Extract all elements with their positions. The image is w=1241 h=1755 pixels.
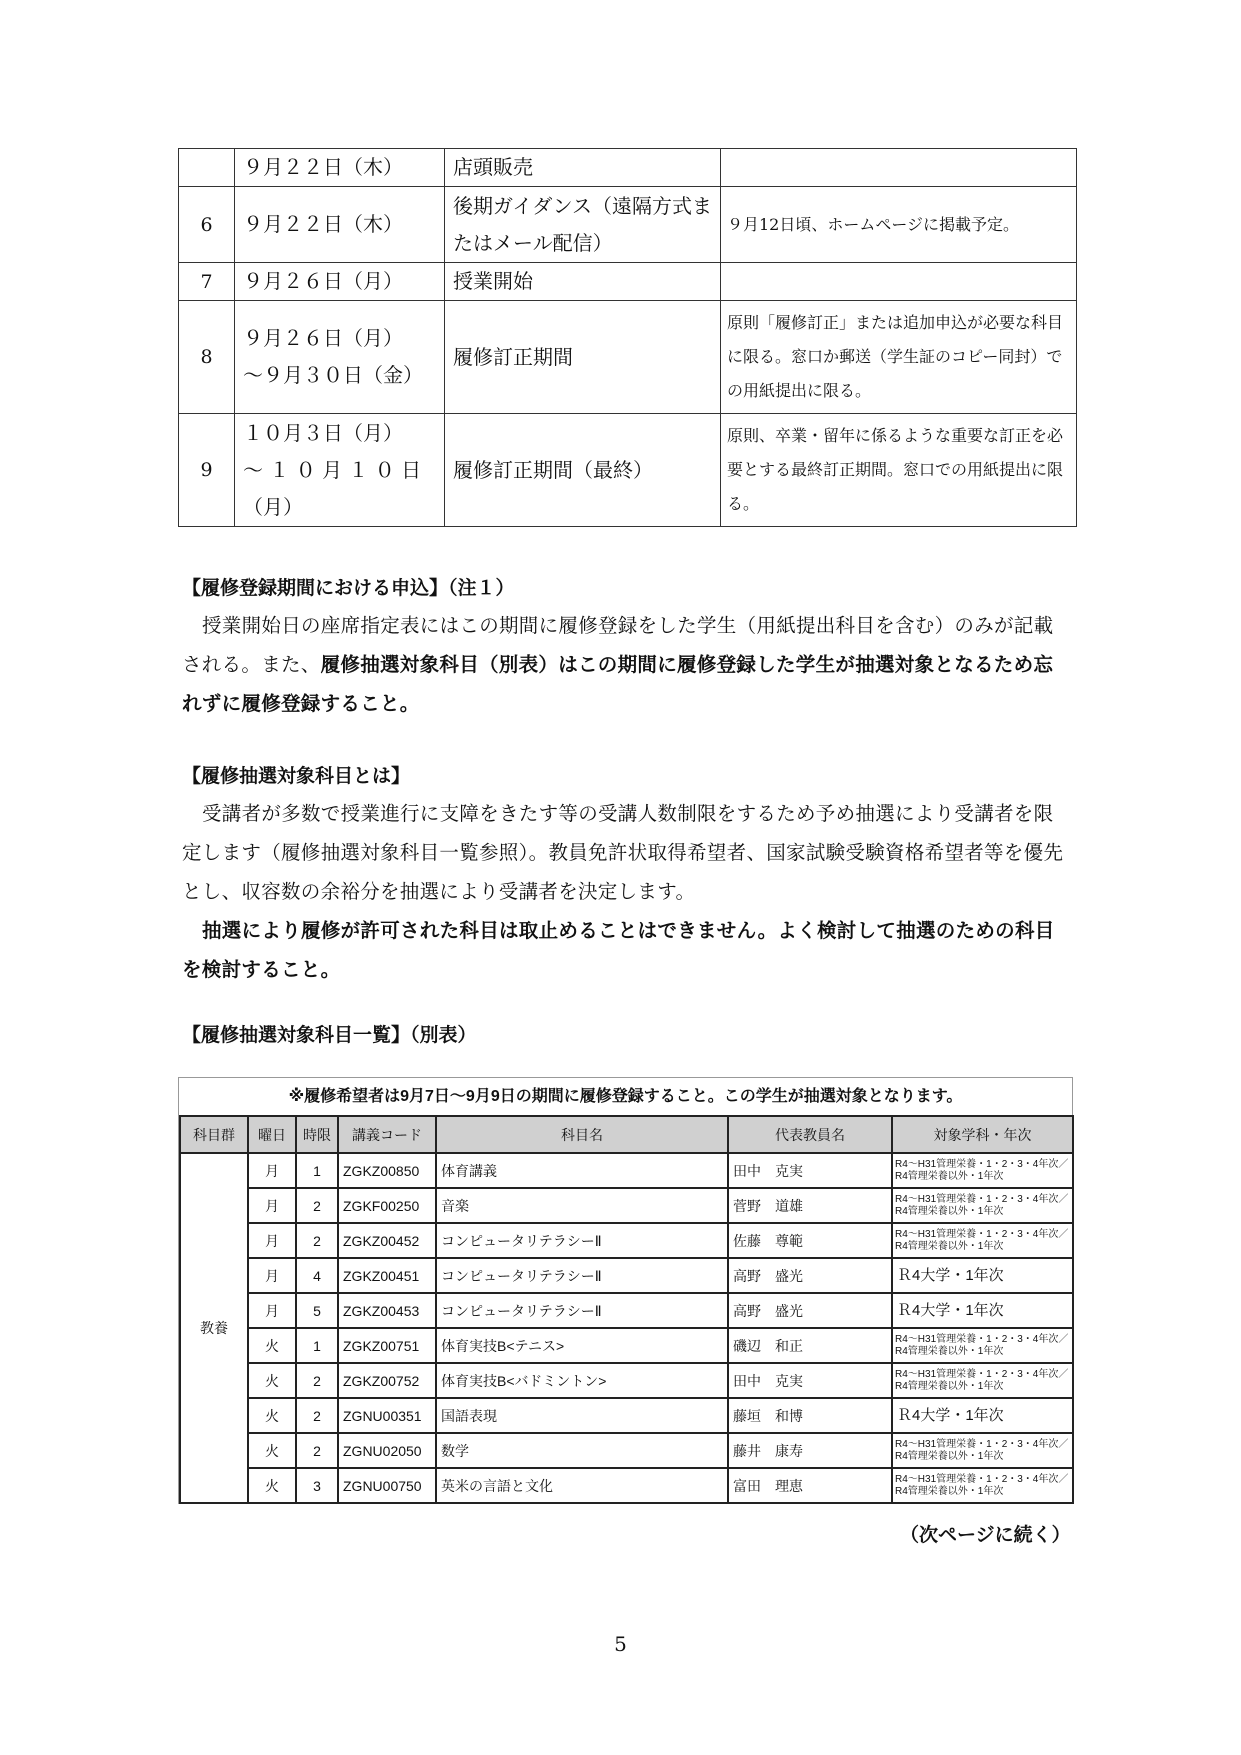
lottery-row: [180, 1293, 1073, 1328]
schedule-num: [179, 149, 235, 187]
registration-text-plain: 授業開始日の座席指定表にはこの期間に履修登録をした学生（用紙提出科目を含む）のみが記載される。また、: [182, 614, 1054, 676]
row-target: R4～H31管理栄養・1・2・3・4年次／R4管理栄養以外・1年次: [892, 1363, 1073, 1398]
about-lottery-warning: 抽選により履修が許可された科目は取止めることはできません。よく検討して抽選のための科目を検討すること。: [182, 919, 1055, 981]
header-period: 時限: [296, 1116, 338, 1153]
lottery-list-heading: 【履修抽選対象科目一覧】（別表）: [182, 1024, 477, 1046]
date-line: ～ １ ０ 月 １ ０ 日: [243, 457, 422, 482]
registration-text-bold: 履修抽選対象科目（別表）はこの期間に履修登録した学生が抽選対象となるため忘れずに履修登録すること。: [182, 653, 1054, 715]
subject-group: 教養: [180, 1153, 248, 1503]
lottery-row: [180, 1363, 1073, 1398]
row-target: R4～H31管理栄養・1・2・3・4年次／R4管理栄養以外・1年次: [892, 1188, 1073, 1223]
date-line: １０月３日（月）: [243, 420, 403, 445]
schedule-event: 履修訂正期間: [445, 301, 721, 414]
lottery-row: [180, 1398, 1073, 1433]
row-code: ZGKF00250: [338, 1188, 436, 1223]
lottery-table-box: [178, 1077, 1073, 1504]
header-teacher: 代表教員名: [728, 1116, 892, 1153]
row-period: 1: [296, 1153, 338, 1188]
schedule-table: [178, 148, 1077, 527]
header-day: 曜日: [248, 1116, 296, 1153]
schedule-date: [235, 301, 445, 414]
row-target: Ｒ4大学・1年次: [892, 1293, 1073, 1328]
schedule-num: 7: [179, 263, 235, 301]
row-period: 2: [296, 1433, 338, 1468]
schedule-note: [721, 263, 1077, 301]
row-code: ZGKZ00452: [338, 1223, 436, 1258]
row-teacher: 藤井 康寿: [728, 1433, 892, 1468]
lottery-list-section: [182, 1017, 1072, 1053]
lottery-row: [180, 1153, 1073, 1188]
row-period: 2: [296, 1398, 338, 1433]
row-period: 3: [296, 1468, 338, 1503]
row-target: Ｒ4大学・1年次: [892, 1398, 1073, 1433]
lottery-notice: ※履修希望者は9月7日～9月9日の期間に履修登録すること。この学生が抽選対象となります。: [288, 1088, 963, 1105]
row-subject: 体育実技B<テニス>: [436, 1328, 728, 1363]
row-target: R4～H31管理栄養・1・2・3・4年次／R4管理栄養以外・1年次: [892, 1223, 1073, 1258]
schedule-event: 授業開始: [445, 263, 721, 301]
row-teacher: 高野 盛光: [728, 1258, 892, 1293]
row-target: R4～H31管理栄養・1・2・3・4年次／R4管理栄養以外・1年次: [892, 1153, 1073, 1188]
row-target: R4～H31管理栄養・1・2・3・4年次／R4管理栄養以外・1年次: [892, 1433, 1073, 1468]
about-lottery-heading: 【履修抽選対象科目とは】: [182, 765, 411, 787]
row-subject: コンピュータリテラシーⅡ: [436, 1293, 728, 1328]
row-period: 4: [296, 1258, 338, 1293]
about-lottery-section: [182, 758, 1072, 989]
row-subject: コンピュータリテラシーⅡ: [436, 1258, 728, 1293]
date-line: （月）: [243, 494, 303, 519]
schedule-note: ９月12日頃、ホームページに掲載予定。: [721, 187, 1077, 263]
schedule-row: [179, 187, 1077, 263]
row-day: 火: [248, 1433, 296, 1468]
about-lottery-text: 受講者が多数で授業進行に支障をきたす等の受講人数制限をするため予め抽選により受講者を限定します（履修抽選対象科目一覧参照）。教員免許状取得希望者、国家試験受験資格希望者等を優先とし、収容数の余裕分を抽選により受講者を決定します。: [182, 802, 1064, 903]
row-day: 月: [248, 1223, 296, 1258]
row-period: 2: [296, 1223, 338, 1258]
row-period: 2: [296, 1188, 338, 1223]
schedule-date: [235, 414, 445, 527]
row-teacher: 高野 盛光: [728, 1293, 892, 1328]
page-number: 5: [614, 1632, 627, 1656]
registration-heading: 【履修登録期間における申込】（注１）: [182, 577, 515, 599]
schedule-date: [235, 187, 445, 263]
header-group: 科目群: [180, 1116, 248, 1153]
row-code: ZGKZ00751: [338, 1328, 436, 1363]
row-period: 5: [296, 1293, 338, 1328]
row-day: 月: [248, 1293, 296, 1328]
schedule-date: [235, 263, 445, 301]
row-period: 1: [296, 1328, 338, 1363]
lottery-header-row: [180, 1116, 1073, 1153]
schedule-note: 原則、卒業・留年に係るような重要な訂正を必要とする最終訂正期間。窓口での用紙提出に限る。: [721, 414, 1077, 527]
row-period: 2: [296, 1363, 338, 1398]
row-day: 火: [248, 1468, 296, 1503]
date-line: ～９月３０日（金）: [243, 363, 423, 387]
lottery-row: [180, 1188, 1073, 1223]
row-subject: 音楽: [436, 1188, 728, 1223]
schedule-date: [235, 149, 445, 187]
lottery-row: [180, 1258, 1073, 1293]
date-line: ９月２６日（月）: [243, 269, 403, 293]
row-teacher: 富田 理恵: [728, 1468, 892, 1503]
row-teacher: 磯辺 和正: [728, 1328, 892, 1363]
schedule-event: 店頭販売: [445, 149, 721, 187]
row-day: 月: [248, 1153, 296, 1188]
row-subject: コンピュータリテラシーⅡ: [436, 1223, 728, 1258]
row-target: R4～H31管理栄養・1・2・3・4年次／R4管理栄養以外・1年次: [892, 1328, 1073, 1363]
row-teacher: 田中 克実: [728, 1153, 892, 1188]
schedule-row: [179, 301, 1077, 414]
row-code: ZGKZ00453: [338, 1293, 436, 1328]
row-code: ZGNU00351: [338, 1398, 436, 1433]
continue-note: （次ページに続く）: [900, 1524, 1071, 1546]
schedule-row: [179, 414, 1077, 527]
row-subject: 英米の言語と文化: [436, 1468, 728, 1503]
row-day: 火: [248, 1398, 296, 1433]
row-teacher: 菅野 道雄: [728, 1188, 892, 1223]
row-target: R4～H31管理栄養・1・2・3・4年次／R4管理栄養以外・1年次: [892, 1468, 1073, 1503]
lottery-row: [180, 1468, 1073, 1503]
schedule-num: 9: [179, 414, 235, 527]
header-code: 講義コード: [338, 1116, 436, 1153]
schedule-row: [179, 149, 1077, 187]
lottery-row: [180, 1433, 1073, 1468]
date-line: ９月２６日（月）: [243, 326, 403, 350]
row-subject: 体育実技B<バドミントン>: [436, 1363, 728, 1398]
header-target: 対象学科・年次: [892, 1116, 1073, 1153]
schedule-event: 履修訂正期間（最終）: [445, 414, 721, 527]
schedule-row: [179, 263, 1077, 301]
schedule-num: 6: [179, 187, 235, 263]
row-code: ZGKZ00752: [338, 1363, 436, 1398]
row-code: ZGNU02050: [338, 1433, 436, 1468]
row-subject: 数学: [436, 1433, 728, 1468]
row-teacher: 田中 克実: [728, 1363, 892, 1398]
schedule-note: 原則「履修訂正」または追加申込が必要な科目に限る。窓口か郵送（学生証のコピー同封）での用紙提出に限る。: [721, 301, 1077, 414]
row-subject: 国語表現: [436, 1398, 728, 1433]
row-day: 月: [248, 1188, 296, 1223]
date-line: ９月２２日（木）: [243, 212, 403, 236]
lottery-row: [180, 1328, 1073, 1363]
schedule-note: [721, 149, 1077, 187]
date-line: ９月２２日（木）: [243, 155, 403, 179]
row-target: Ｒ4大学・1年次: [892, 1258, 1073, 1293]
lottery-table: [179, 1115, 1074, 1504]
schedule-num: 8: [179, 301, 235, 414]
row-day: 月: [248, 1258, 296, 1293]
row-subject: 体育講義: [436, 1153, 728, 1188]
row-code: ZGKZ00451: [338, 1258, 436, 1293]
header-subject: 科目名: [436, 1116, 728, 1153]
lottery-row: [180, 1223, 1073, 1258]
row-teacher: 藤垣 和博: [728, 1398, 892, 1433]
row-day: 火: [248, 1363, 296, 1398]
registration-text: [182, 606, 1072, 723]
row-teacher: 佐藤 尊範: [728, 1223, 892, 1258]
row-day: 火: [248, 1328, 296, 1363]
row-code: ZGKZ00850: [338, 1153, 436, 1188]
row-code: ZGNU00750: [338, 1468, 436, 1503]
schedule-event: 後期ガイダンス（遠隔方式またはメール配信）: [445, 187, 721, 263]
registration-section: [182, 570, 1072, 723]
